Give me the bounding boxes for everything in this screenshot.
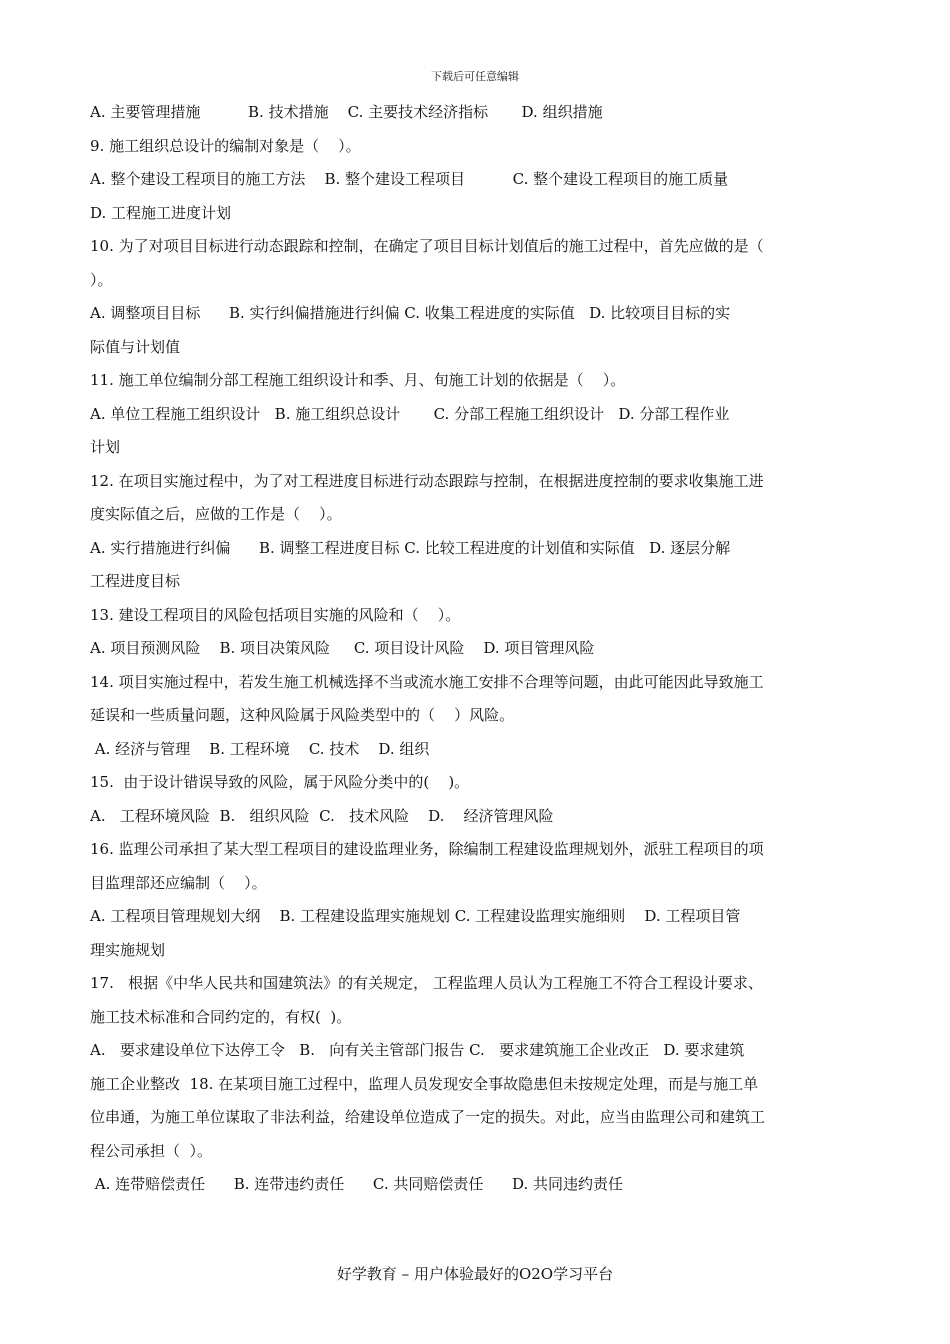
page-footer: 好学教育 – 用户体验最好的O2O学习平台 <box>336 1265 614 1283</box>
text-line: 工程进度目标 <box>90 572 181 590</box>
text-line: 12. 在项目实施过程中，为了对工程进度目标进行动态跟踪与控制，在根据进度控制的要求收集施工进 <box>90 471 764 490</box>
text-line: A. 工程环境风险 B. 组织风险 C. 技术风险 D. 经济管理风险 <box>90 806 554 825</box>
text-line: A. 调整项目目标 B. 实行纠偏措施进行纠偏 C. 收集工程进度的实际值 D. 比较项目目标的实 <box>90 304 731 322</box>
text-line: 13. 建设工程项目的风险包括项目实施的风险和（ ）。 <box>90 605 461 624</box>
text-line: 度实际值之后，应做的工作是（ ）。 <box>90 505 342 523</box>
text-line: ）。 <box>90 270 113 289</box>
text-line: 14. 项目实施过程中，若发生施工机械选择不当或流水施工安排不合理等问题，由此可能因此导致施工 <box>90 672 764 691</box>
text-line: A. 要求建设单位下达停工令 B. 向有关主管部门报告 C. 要求建筑施工企业改正 D. 要求建筑 <box>90 1041 745 1059</box>
text-line: A. 实行措施进行纠偏 B. 调整工程进度目标 C. 比较工程进度的计划值和实际值 D. 逐层分解 <box>90 538 731 557</box>
text-line: D. 工程施工进度计划 <box>90 203 232 222</box>
text-line: 9. 施工组织总设计的编制对象是（ ）。 <box>90 136 361 155</box>
document-body <box>90 98 870 1204</box>
text-line: 位串通，为施工单位谋取了非法利益，给建设单位造成了一定的损失。对此，应当由监理公司和建筑工 <box>90 1108 766 1126</box>
text-line: 际值与计划值 <box>90 337 181 356</box>
text-line: 延误和一些质量问题，这种风险属于风险类型中的（ ）风险。 <box>90 706 515 724</box>
text-line: 计划 <box>90 438 121 456</box>
text-line: A. 项目预测风险 B. 项目决策风险 C. 项目设计风险 D. 项目管理风险 <box>90 639 595 657</box>
text-line: 理实施规划 <box>90 940 166 959</box>
text-line: A. 连带赔偿责任 B. 连带违约责任 C. 共同赔偿责任 D. 共同违约责任 <box>90 1175 624 1193</box>
text-line: A. 整个建设工程项目的施工方法 B. 整个建设工程项目 C. 整个建设工程项目的施工质量 <box>90 170 729 188</box>
text-line: 10. 为了对项目目标进行动态跟踪和控制，在确定了项目目标计划值后的施工过程中，首先应做的是（ <box>90 237 764 255</box>
text-line: 16. 监理公司承担了某大型工程项目的建设监理业务，除编制工程建设监理规划外，派驻工程项目的项 <box>90 840 764 858</box>
text-line: 11. 施工单位编制分部工程施工组织设计和季、月、旬施工计划的依据是（ ）。 <box>90 371 626 389</box>
text-line: A. 单位工程施工组织设计 B. 施工组织总设计 C. 分部工程施工组织设计 D. 分部工程作业 <box>90 404 730 423</box>
page-header: 下载后可任意编辑 <box>431 70 519 83</box>
text-line: 目监理部还应编制（ ）。 <box>90 873 267 892</box>
text-line: 施工技术标准和合同约定的，有权( )。 <box>90 1007 352 1026</box>
text-line: 程公司承担（ ）。 <box>90 1141 213 1160</box>
text-line: A. 工程项目管理规划大纲 B. 工程建设监理实施规划 C. 工程建设监理实施细则 D. 工程项目管 <box>90 907 741 925</box>
text-line: 施工企业整改 18. 在某项目施工过程中，监理人员发现安全事故隐患但未按规定处理，而是与施工单 <box>90 1074 759 1093</box>
text-line: A. 主要管理措施 B. 技术措施 C. 主要技术经济指标 D. 组织措施 <box>90 103 603 121</box>
text-line: 17. 根据《中华人民共和国建筑法》的有关规定， 工程监理人员认为工程施工不符合工程设计要求、 <box>90 974 763 992</box>
text-line: 15. 由于设计错误导致的风险，属于风险分类中的( )。 <box>90 773 470 791</box>
text-line: A. 经济与管理 B. 工程环境 C. 技术 D. 组织 <box>90 739 430 758</box>
